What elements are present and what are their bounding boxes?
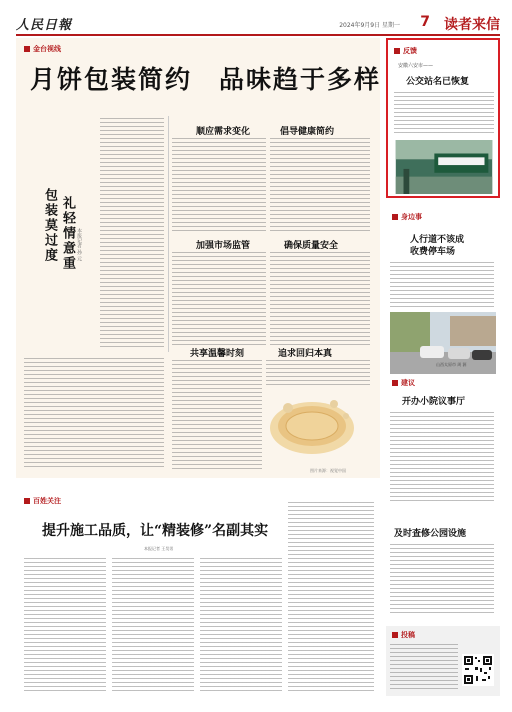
text-block <box>100 118 164 350</box>
feedback-sub: 安徽六安市—— <box>398 63 434 69</box>
masthead <box>16 14 500 36</box>
main-kicker: 金台视线 <box>24 44 61 54</box>
mooncake-illustration <box>264 390 360 460</box>
vertical-author: 本报记者 孙 元 <box>76 228 82 262</box>
text-block <box>390 262 494 310</box>
issue-date: 2024年9月9日 星期一 <box>339 22 400 29</box>
qr-code[interactable] <box>462 654 494 686</box>
bus-stop-photo <box>394 140 494 194</box>
vertical-title-1: 包装莫过度 <box>42 188 57 263</box>
bottom-byline: 本报记者 王昊男 <box>144 546 174 551</box>
text-block <box>24 358 164 470</box>
side-caption: 山西太原市 周 源 <box>436 362 467 367</box>
vertical-title-2: 礼轻情意重 <box>60 196 75 271</box>
text-block <box>270 138 370 234</box>
subhead-1: 顺应需求变化 <box>196 127 251 137</box>
text-block <box>266 360 370 386</box>
column-rule <box>168 116 169 352</box>
bottom-kicker: 百姓关注 <box>24 496 61 506</box>
text-block <box>172 252 266 348</box>
subhead-4: 确保质量安全 <box>284 241 339 251</box>
newspaper-logo: 人民日報 <box>16 18 73 33</box>
feedback-box <box>386 38 500 198</box>
text-block <box>390 544 494 614</box>
suggestion-box <box>386 378 500 508</box>
subhead-6: 追求回归本真 <box>278 349 333 359</box>
feedback-headline: 公交站名已恢复 <box>406 77 470 87</box>
suggestion-2-headline: 及时查修公园设施 <box>394 529 467 539</box>
suggestion-box-2 <box>386 526 500 620</box>
side-news <box>386 212 500 372</box>
text-block <box>288 502 374 692</box>
text-block <box>390 412 494 502</box>
subhead-2: 倡导健康简约 <box>280 127 335 137</box>
main-article <box>16 38 380 478</box>
page-number: 7 <box>420 14 430 30</box>
section-name: 读者来信 <box>444 17 500 33</box>
text-block <box>112 558 194 692</box>
photo-credit: 图片来源：视觉中国 <box>310 468 346 473</box>
side-kicker: 身边事 <box>392 212 422 222</box>
feedback-kicker: 反馈 <box>394 46 417 56</box>
bottom-headline: 提升施工品质，让“精装修”名副其实 <box>42 523 269 539</box>
text-block <box>172 360 262 470</box>
side-headline-1: 人行道不该成 <box>410 235 465 245</box>
info-kicker: 投稿 <box>392 630 415 640</box>
suggestion-kicker: 建议 <box>392 378 415 388</box>
main-headline: 月饼包装简约 品味趋于多样 <box>30 65 382 94</box>
text-block <box>172 138 266 234</box>
text-block <box>394 92 494 136</box>
text-block <box>24 558 106 692</box>
subhead-3: 加强市场监管 <box>196 241 251 251</box>
text-block <box>390 644 458 692</box>
subhead-5: 共享温馨时刻 <box>190 349 245 359</box>
text-block <box>200 558 282 692</box>
bottom-article <box>16 492 380 698</box>
text-block <box>270 252 370 348</box>
suggestion-headline: 开办小院议事厅 <box>402 397 466 407</box>
side-headline-2: 收费停车场 <box>410 247 456 257</box>
